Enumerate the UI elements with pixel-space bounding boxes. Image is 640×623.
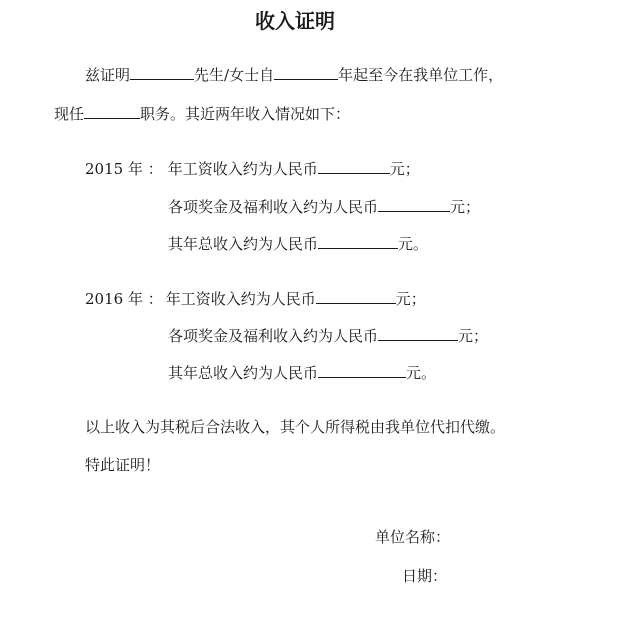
- intro-text: 职务。其近两年收入情况如下：: [140, 105, 351, 123]
- intro-line-1: [85, 64, 503, 85]
- total-label: 其年总收入约为人民币: [168, 364, 319, 382]
- tax-note: 以上收入为其税后合法收入，其个人所得税由我单位代扣代缴。: [85, 418, 506, 436]
- bonus-label: 各项奖金及福利收入约为人民币: [168, 198, 379, 216]
- income-2015-total: [168, 233, 428, 254]
- intro-text: 兹证明: [85, 66, 131, 84]
- yuan-label: 元；: [458, 327, 489, 345]
- salary-label: 年工资收入约为人民币: [167, 160, 318, 178]
- position-blank: [84, 103, 140, 119]
- salary-label: 年工资收入约为人民币: [165, 290, 316, 308]
- yuan-label: 元；: [389, 160, 420, 178]
- year-label-2015: 2015 年 ：: [85, 160, 163, 178]
- total-blank: [318, 362, 406, 378]
- bonus-label: 各项奖金及福利收入约为人民币: [168, 327, 379, 345]
- page-title: 收入证明: [255, 9, 335, 33]
- intro-text: 现任: [54, 105, 85, 123]
- yuan-label: 元。: [406, 364, 437, 382]
- date-label: 日期：: [402, 567, 448, 585]
- total-label: 其年总收入约为人民币: [168, 235, 319, 253]
- yuan-label: 元。: [398, 235, 429, 253]
- closing-statement: 特此证明！: [85, 456, 161, 474]
- income-2016-salary: [85, 288, 426, 309]
- start-year-blank: [274, 64, 338, 80]
- bonus-blank: [378, 196, 450, 212]
- bonus-blank: [378, 325, 458, 341]
- unit-name-label: 单位名称：: [375, 528, 451, 546]
- salary-blank: [316, 288, 396, 304]
- yuan-label: 元；: [450, 198, 481, 216]
- yuan-label: 元；: [395, 290, 426, 308]
- intro-text: 先生/女士自: [194, 66, 275, 84]
- intro-text: 年起至今在我单位工作，: [338, 66, 504, 84]
- name-blank: [130, 64, 194, 80]
- intro-line-2: [54, 103, 350, 124]
- income-2016-bonus: [168, 325, 488, 346]
- total-blank: [318, 233, 398, 249]
- income-2015-bonus: [168, 196, 480, 217]
- year-label-2016: 2016 年 ：: [85, 290, 163, 308]
- income-2015-salary: [85, 158, 420, 179]
- salary-blank: [318, 158, 390, 174]
- income-2016-total: [168, 362, 436, 383]
